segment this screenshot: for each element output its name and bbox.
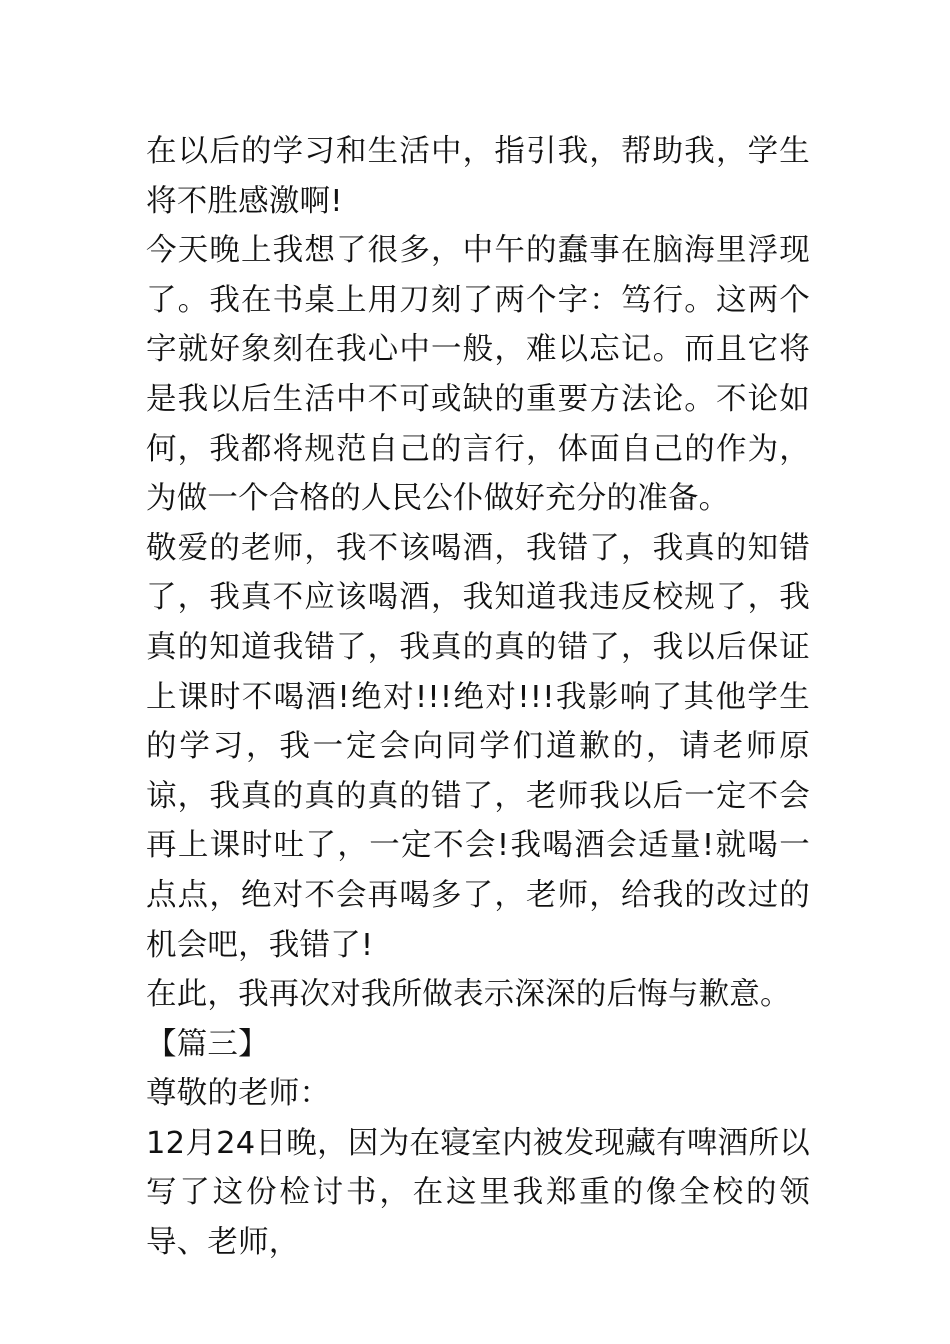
paragraph-1: 在以后的学习和生活中，指引我，帮助我，学生将不胜感激啊! — [146, 134, 810, 219]
paragraph-3: 敬爱的老师，我不该喝酒，我错了，我真的知错了，我真不应该喝酒，我知道我违反校规了，我真的知道我错了，我真的真的错了，我以后保证上课时不喝酒!绝对!!!绝对!!!我影响了其他学生的学习，我一定会向同学们道歉的，请老师原谅，我真的真的真的错了，老师我以后一定不会再上课时吐了，一定不会!我喝酒会适量!就喝一点点，绝对不会再喝多了，老师，给我的改过的机会吧，我错了! — [146, 530, 810, 963]
paragraph-2: 今天晚上我想了很多，中午的蠢事在脑海里浮现了。我在书桌上用刀刻了两个字：笃行。这两个字就好象刻在我心中一般，难以忘记。而且它将是我以后生活中不可或缺的重要方法论。不论如何，我都将规范自己的言行，体面自己的作为，为做一个合格的人民公仆做好充分的准备。 — [146, 233, 810, 517]
document-body — [146, 127, 810, 1268]
salutation: 尊敬的老师： — [146, 1076, 331, 1112]
paragraph-4: 在此，我再次对我所做表示深深的后悔与歉意。 — [146, 977, 791, 1013]
paragraph-5: 12月24日晚，因为在寝室内被发现藏有啤酒所以写了这份检讨书，在这里我郑重的像全校的领导、老师， — [146, 1125, 810, 1261]
section-heading: 【篇三】 — [146, 1026, 269, 1062]
